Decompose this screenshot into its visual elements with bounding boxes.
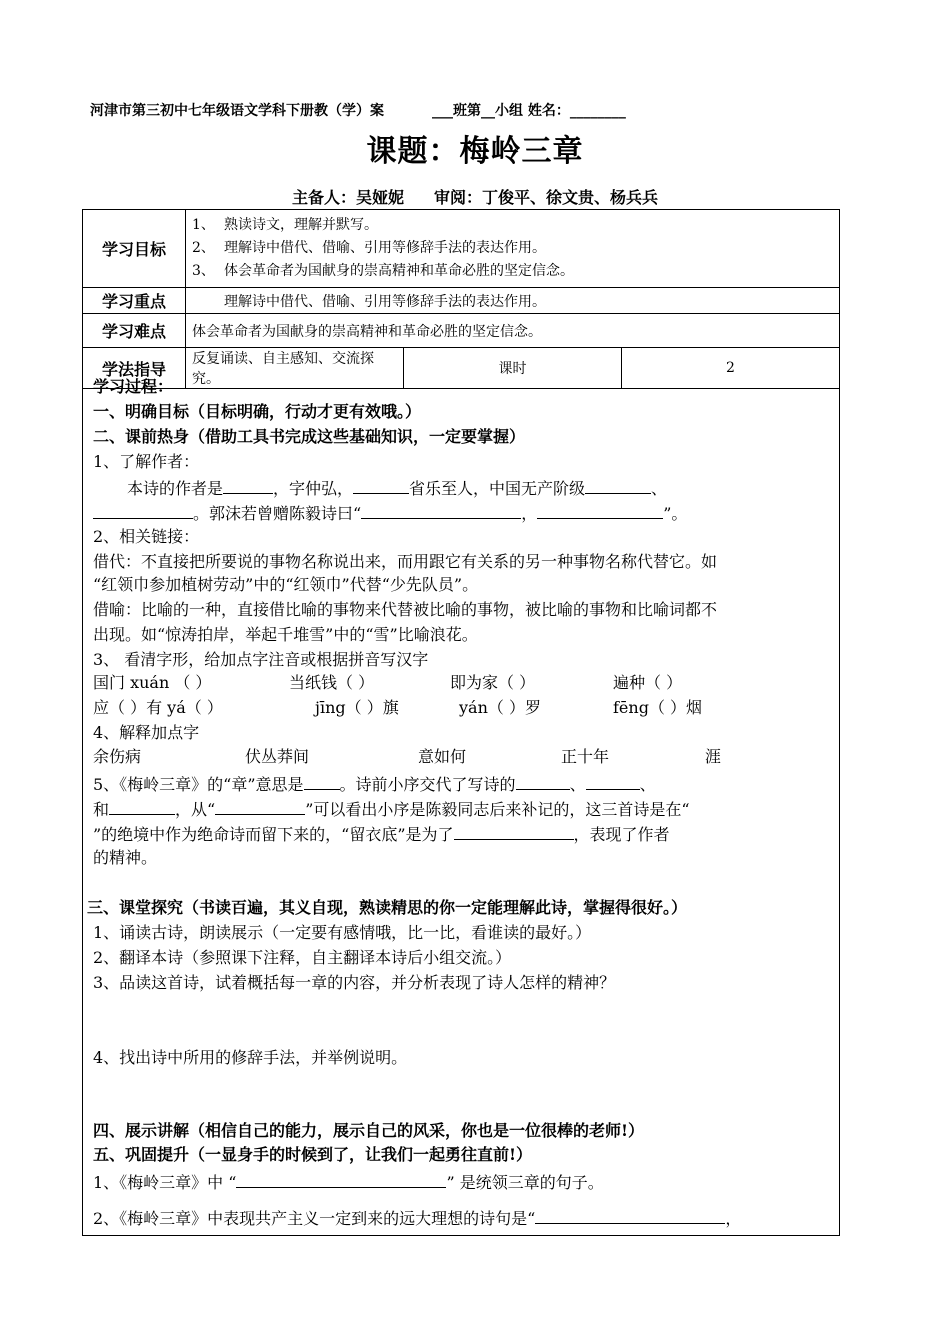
document-header xyxy=(90,100,626,120)
goals-cell xyxy=(186,210,840,288)
question-5-line-4: 的精神。 xyxy=(93,848,158,867)
key-row xyxy=(83,288,840,314)
question-5-line-1: 5、《梅岭三章》的“章”意思是 。诗前小序交代了写诗的 、 、 xyxy=(93,775,656,794)
method-label: 学法指导 xyxy=(83,348,186,389)
learning-process xyxy=(82,375,840,1236)
consolidation-2: 2、《梅岭三章》中表现共产主义一定到来的远大理想的诗句是“ ， xyxy=(93,1209,742,1228)
page-title: 课题：梅岭三章 xyxy=(366,134,584,169)
period-value: 2 xyxy=(622,348,840,389)
blank[interactable] xyxy=(236,1171,446,1188)
pinyin-row-2: 应（ ）有 yá（ ） jīng（ ）旗 yán（ ）罗 fēng（ ）烟 xyxy=(93,698,703,717)
difficulty-text: 体会革命者为国献身的崇高精神和革命必胜的坚定信念。 xyxy=(186,314,840,348)
blank[interactable] xyxy=(585,477,651,494)
pinyin-row-1: 国门 xuán （ ） 当纸钱（ ） 即为家（ ） 遍种（ ） xyxy=(93,673,683,692)
difficulty-label: 学习难点 xyxy=(83,314,186,348)
blank[interactable] xyxy=(535,1207,725,1224)
question-5-line-2: 和 ，从“ ”可以看出小序是陈毅同志后来补记的，这三首诗是在“ xyxy=(93,800,690,819)
author-fill-line-2: 。郭沫若曾赠陈毅诗曰“ ， ”。 xyxy=(93,502,687,524)
author-fill-line: 本诗的作者是 ，字仲弘， 省乐至人，中国无产阶级 、 xyxy=(127,479,668,498)
authors-line xyxy=(0,185,950,208)
blank[interactable] xyxy=(353,477,409,494)
blank[interactable] xyxy=(586,773,640,790)
question-1: 1、了解作者： xyxy=(93,452,200,471)
word-row: 余伤病 伏丛莽间 意如何 正十年 涯 xyxy=(93,747,722,766)
consolidation-1: 1、《梅岭三章》中 “ ” 是统领三章的句子。 xyxy=(93,1173,604,1192)
reviewers: 审阅：丁俊平、徐文贵、杨兵兵 xyxy=(434,188,659,207)
metaphor-example: 出现。如“惊涛拍岸，举起千堆雪”中的“雪”比喻浪花。 xyxy=(93,625,478,644)
task-4: 4、找出诗中所用的修辞手法，并举例说明。 xyxy=(93,1048,408,1067)
goal-item: 1、 熟读诗文，理解并默写。 xyxy=(192,217,378,233)
difficulty-row xyxy=(83,314,840,348)
class-info: ___班第__小组 姓名：________ xyxy=(432,103,626,119)
key-label: 学习重点 xyxy=(83,288,186,314)
goals-row xyxy=(83,210,840,288)
blank[interactable] xyxy=(516,773,570,790)
preparer: 主备人：吴娅妮 xyxy=(291,188,404,207)
blank[interactable] xyxy=(109,798,175,815)
blank[interactable] xyxy=(454,823,574,840)
blank[interactable] xyxy=(93,502,193,519)
blank[interactable] xyxy=(537,502,663,519)
question-5-line-3: ”的绝境中作为绝命诗而留下来的，“留衣底”是为了 ，表现了作者 xyxy=(93,825,670,844)
metaphor-text: 借喻：比喻的一种，直接借比喻的事物来代替被比喻的事物，被比喻的事物和比喻词都不 xyxy=(93,600,718,619)
question-2: 2、相关链接： xyxy=(93,527,200,546)
section-5-heading: 五、巩固提升（一显身手的时候到了，让我们一起勇往直前!） xyxy=(93,1145,533,1164)
task-3: 3、品读这首诗，试着概括每一章的内容，并分析表现了诗人怎样的精神？ xyxy=(93,973,616,992)
section-4-heading: 四、展示讲解（相信自己的能力，展示自己的风采，你也是一位很棒的老师!） xyxy=(93,1121,645,1140)
task-2: 2、翻译本诗（参照课下注释，自主翻译本诗后小组交流。） xyxy=(93,948,512,967)
method-text: 反复诵读、自主感知、交流探究。 xyxy=(186,348,404,389)
blank[interactable] xyxy=(304,773,340,790)
metonymy-example: “红领巾参加植树劳动”中的“红领巾”代替“少先队员”。 xyxy=(93,575,479,594)
blank[interactable] xyxy=(361,502,521,519)
key-text: 理解诗中借代、借喻、引用等修辞手法的表达作用。 xyxy=(186,288,840,314)
info-table xyxy=(82,209,840,389)
question-4: 4、解释加点字 xyxy=(93,723,200,742)
process-heading: 学习过程： xyxy=(93,377,174,396)
question-3: 3、 看清字形，给加点字注音或根据拼音写汉字 xyxy=(93,650,429,669)
period-label: 课时 xyxy=(404,348,622,389)
goals-label: 学习目标 xyxy=(83,210,186,288)
blank[interactable] xyxy=(223,477,273,494)
metonymy-text: 借代：不直接把所要说的事物名称说出来，而用跟它有关系的另一种事物名称代替它。如 xyxy=(93,552,718,571)
blank[interactable] xyxy=(215,798,305,815)
goal-item: 2、 理解诗中借代、借喻、引用等修辞手法的表达作用。 xyxy=(192,240,546,256)
section-1-heading: 一、明确目标（目标明确，行动才更有效哦。） xyxy=(93,402,422,421)
section-3-heading: 三、课堂探究（书读百遍，其义自现，熟读精思的你一定能理解此诗，掌握得很好。） xyxy=(87,898,688,917)
section-2-heading: 二、课前热身（借助工具书完成这些基础知识，一定要掌握） xyxy=(93,427,526,446)
school-title: 河津市第三初中七年级语文学科下册教（学）案 xyxy=(90,103,384,119)
goal-item: 3、 体会革命者为国献身的崇高精神和革命必胜的坚定信念。 xyxy=(192,263,574,279)
task-1: 1、诵读古诗，朗读展示（一定要有感情哦，比一比，看谁读的最好。） xyxy=(93,923,592,942)
